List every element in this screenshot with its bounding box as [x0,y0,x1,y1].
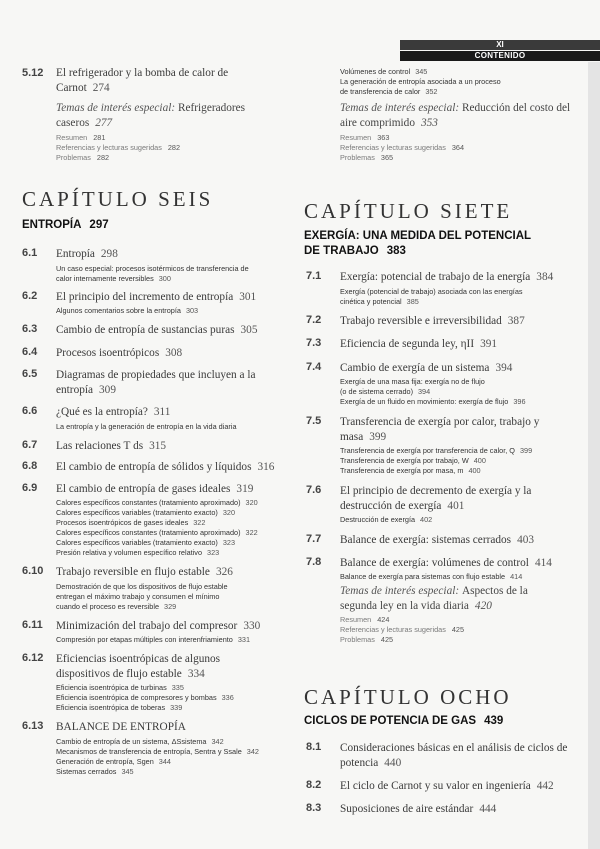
line-page: 424 [377,615,390,624]
entry-title-row [56,565,276,580]
entry-title-row [56,720,276,735]
entry-title-row [340,314,565,329]
end-matter-item[interactable] [340,153,578,163]
subsection-item[interactable] [56,602,284,612]
line-text: Referencias y lecturas sugeridas [340,625,446,634]
line-page: 400 [468,466,481,475]
toc-entry[interactable] [22,720,284,777]
subsection-item[interactable] [56,422,284,432]
subsection-item[interactable] [56,635,284,645]
entry-page: 274 [92,81,110,94]
topics-label: Temas de interés especial: [56,102,176,114]
entry-page: 308 [165,346,183,359]
entry-page: 316 [257,461,275,473]
topics-label: Temas de interés especial: [340,585,460,597]
entry-number: 5.12 [22,67,44,79]
subsection-item[interactable] [56,538,284,548]
subsection-item[interactable] [56,582,284,592]
line-text: Transferencia de exergía por masa, m [340,466,464,475]
topics-page: 277 [95,116,113,129]
chapter-title-line-1: EXERGÍA: UNA MEDIDA DEL POTENCIAL [304,230,532,242]
line-page: 345 [121,766,134,776]
toc-entry[interactable] [22,247,284,284]
entry-title-row [340,779,575,794]
entry-number: 6.2 [22,289,38,302]
entry-title-row [56,439,276,454]
chapter-title-text: CICLOS DE POTENCIA DE GAS [304,715,477,727]
line-text: (o de sistema cerrado) [340,387,413,396]
entry-number: 7.7 [306,533,322,545]
entry-number: 7.6 [306,484,322,496]
line-text: Eficiencia isoentrópica de toberas [56,703,166,712]
chapter-page: 297 [89,219,109,231]
entry-page: 394 [495,361,513,374]
subsection-list [340,446,578,476]
entry-number: 6.3 [22,323,38,335]
subsection-list [56,264,284,284]
line-text: de transferencia de calor [340,87,421,96]
line-page: 323 [207,548,220,557]
entry-number: 7.3 [306,337,322,349]
entry-title: Procesos isoentrópicos [56,346,160,359]
entry-title: Transferencia de exergía por calor, trabajo y masa [340,416,540,443]
entry-page: 403 [517,534,535,546]
line-text: Sistemas cerrados [56,766,117,776]
subsection-item[interactable] [340,397,578,407]
entry-number: 8.1 [306,741,322,753]
entry-page: 401 [447,499,465,512]
subsection-list [56,683,284,713]
toc-entry[interactable] [22,368,284,397]
subsection-list [340,67,578,97]
line-page: 342 [246,746,259,756]
chapter-6-title [22,218,109,233]
subsection-item[interactable] [340,67,578,77]
chapter-title-text: ENTROPÍA [22,219,82,231]
entry-page: 387 [507,314,525,327]
topics-title: Refrigeradores caseros [56,102,246,129]
end-matter-item[interactable] [56,133,284,143]
subsection-item[interactable] [340,77,578,87]
entry-number: 7.4 [306,360,322,373]
line-text: La entropía y la generación de entropía en la vida diaria [56,421,237,431]
chapter-7-entries [306,270,578,645]
entry-title-row [56,368,276,397]
entry-title: El ciclo de Carnot y su valor en ingeniería [340,780,531,792]
topics-page: 420 [474,599,492,612]
entry-number: 6.7 [22,438,38,451]
line-page: 329 [164,601,177,611]
line-page: 300 [158,273,171,283]
line-page: 331 [237,635,251,644]
entry-page: 391 [480,338,498,350]
line-text: Problemas [340,153,375,162]
toc-entry[interactable] [306,314,578,329]
entry-title-row [340,556,565,571]
entry-number: 8.2 [306,779,322,791]
entry-title: Diagramas de propiedades que incluyen a la entropía [56,369,256,396]
toc-entry[interactable] [306,802,578,817]
line-page: 322 [193,518,206,527]
end-matter-item[interactable] [56,153,284,163]
end-matter-list [56,133,284,163]
line-text: Presión relativa y volumen específico relativo [56,548,203,557]
entry-number: 6.5 [22,368,38,380]
subsection-item[interactable] [56,264,284,274]
subsection-item[interactable] [340,287,578,297]
end-matter-item[interactable] [56,143,284,153]
entry-title-row [56,482,276,497]
toc-entry[interactable] [306,361,578,408]
page-number: XI [400,40,600,50]
line-text: Resumen [340,615,372,624]
entry-number: 6.4 [22,345,38,358]
section-label: CONTENIDO [400,51,600,61]
entry-number: 6.12 [22,652,44,664]
subsection-item[interactable] [340,377,578,387]
entry-number: 6.9 [22,481,38,494]
subsection-list [340,287,578,307]
line-page: 394 [418,387,431,396]
line-text: Generación de entropía, Sgen [56,756,154,766]
toc-entry[interactable] [22,460,284,475]
chapter-page: 439 [484,715,504,727]
chapter-7-heading: CAPÍTULO SIETE [304,199,513,223]
subsection-item[interactable] [56,528,284,538]
chapter-7-title [304,229,531,259]
entry-page: 330 [243,619,261,632]
line-page: 336 [221,693,234,702]
line-page: 322 [245,528,258,537]
entry-title: ¿Qué es la entropía? [56,406,148,418]
subsection-list [56,737,284,777]
line-text: Resumen [340,133,372,142]
line-text: Problemas [340,635,375,644]
chapter-8-heading: CAPÍTULO OCHO [304,685,512,709]
end-matter-item[interactable] [340,143,578,153]
entry-number: 7.5 [306,415,322,427]
line-text: Cambio de entropía de un sistema, ΔSsistema [56,736,207,746]
toc-entry[interactable] [22,619,284,646]
subsection-item[interactable] [340,515,578,525]
chapter-title-line-2: DE TRABAJO [304,245,379,257]
entry-number: 6.10 [22,565,44,577]
toc-entry[interactable] [306,779,578,794]
entry-page: 319 [236,482,254,495]
line-page: 365 [380,153,394,162]
subsection-list [340,515,578,525]
line-text: Demostración de que los dispositivos de flujo estable [56,581,228,591]
entry-number: 6.13 [22,720,44,732]
toc-entry[interactable] [22,439,284,454]
line-text: Calores específicos constantes (tratamiento aproximado) [56,498,241,507]
subsection-item[interactable] [56,306,284,316]
line-text: Referencias y lecturas sugeridas [340,143,446,152]
entry-title: Eficiencias isoentrópicas de algunos dispositivos de flujo estable [56,653,221,680]
entry-title: El refrigerador y la bomba de calor de Carnot [56,67,229,94]
toc-entry[interactable] [306,556,578,583]
entry-number: 7.2 [306,313,322,326]
entry-title-row [56,290,276,305]
end-matter-item[interactable] [340,615,578,625]
entry-number: 7.1 [306,270,322,282]
topics-label: Temas de interés especial: [340,102,460,114]
entry-page: 334 [187,667,205,680]
toc-entry[interactable] [306,484,578,525]
entry-title-row [340,415,565,444]
toc-entry[interactable] [22,323,284,338]
line-text: Procesos isoentrópicos de gases ideales [56,518,189,527]
end-matter-item[interactable] [340,133,578,143]
entry-title: El cambio de entropía de gases ideales [56,482,231,495]
toc-entry[interactable] [22,482,284,559]
subsection-item[interactable] [340,572,578,582]
entry-title-row [56,323,276,338]
entry-title: Entropía [56,248,95,260]
line-text: Balance de exergía para sistemas con flujo estable [340,572,506,581]
entry-page: 440 [384,756,402,769]
entry-title-row [340,533,565,548]
line-page: 323 [222,538,236,547]
line-page: 363 [377,133,390,142]
entry-title-row [56,405,276,420]
line-page: 320 [222,508,236,517]
entry-title-row [340,484,565,513]
entry-title: Consideraciones básicas en el análisis de ciclos de potencia [340,742,568,769]
subsection-item[interactable] [56,498,284,508]
entry-number: 6.11 [22,618,43,631]
subsection-list [340,572,578,582]
toc-entry[interactable] [22,346,284,361]
entry-title: Trabajo reversible en flujo estable [56,566,210,578]
subsection-item[interactable] [56,592,284,602]
running-header [400,40,600,61]
page-gutter [588,62,600,849]
subsection-item[interactable] [56,747,284,757]
entry-number: 6.8 [22,460,38,472]
line-page: 303 [185,306,199,315]
toc-entry[interactable] [306,337,578,352]
subsection-list [56,306,284,316]
subsection-item[interactable] [56,703,284,713]
subsection-list [340,377,578,407]
entry-number: 6.6 [22,405,38,417]
subsection-item[interactable] [340,446,578,456]
line-page: 385 [406,296,419,306]
line-text: Eficiencia isoentrópica de compresores y bombas [56,693,217,702]
entry-page: 444 [479,802,497,815]
line-text: Destrucción de exergía [340,515,416,524]
line-page: 352 [425,87,438,96]
entry-title: Minimización del trabajo del compresor [56,619,238,632]
line-text: Calores específicos constantes (tratamiento aproximado) [56,528,241,537]
line-page: 342 [211,736,224,746]
entry-title: Trabajo reversible e irreversibilidad [340,314,502,327]
line-text: cinética y potencial [340,296,402,306]
chapter-page: 383 [386,245,406,257]
subsection-list [56,635,284,645]
entry-title-row [340,741,575,770]
line-text: entregan el máximo trabajo y consumen el mínimo [56,591,220,601]
entry-page: 298 [100,248,118,260]
topics-page: 353 [420,116,438,129]
chapter-8-entries [306,741,578,816]
entry-title: Eficiencia de segunda ley, ηII [340,338,475,350]
line-page: 399 [519,446,533,455]
line-text: Exergía de una masa fija: exergía no de flujo [340,377,485,386]
line-page: 335 [171,683,184,692]
entry-title-row [340,337,565,352]
entry-title: Las relaciones T ds [56,439,144,452]
end-matter-item[interactable] [340,635,578,645]
entry-page: 326 [215,566,233,578]
entry-title: Exergía: potencial de trabajo de la energía [340,271,531,283]
line-text: Volúmenes de control [340,67,411,76]
subsection-list [56,582,284,612]
entry-title-row [56,652,276,681]
subsection-item[interactable] [340,456,578,466]
line-page: 396 [513,397,526,406]
line-text: Compresión por etapas múltiples con interenfriamiento [56,635,233,644]
subsection-item[interactable] [56,737,284,747]
toc-entry[interactable] [22,405,284,432]
entry-title-row [56,460,276,475]
subsection-list [56,498,284,558]
line-page: 414 [510,572,523,581]
subsection-item[interactable] [56,757,284,767]
end-matter-list [340,615,578,645]
end-matter-list [340,133,578,163]
subsection-item[interactable] [340,387,578,397]
end-matter-item[interactable] [340,625,578,635]
chapter-8-title [304,714,503,729]
line-text: Algunos comentarios sobre la entropía [56,306,181,315]
entry-page: 301 [239,290,257,303]
line-text: Exergía de un fluido en movimiento: exergía de flujo [340,397,509,406]
toc-entry[interactable] [306,741,578,770]
line-text: Mecanismos de transferencia de entropía, Sentra y Ssale [56,746,242,756]
entry-page: 442 [536,780,554,792]
line-page: 345 [415,67,428,76]
entry-title-row [56,247,276,262]
line-page: 364 [451,143,465,152]
line-page: 402 [420,515,433,524]
entry-page: 309 [99,383,116,396]
subsection-item[interactable] [340,297,578,307]
line-page: 282 [167,143,181,152]
toc-entry[interactable] [306,270,578,307]
subsection-item[interactable] [56,683,284,693]
subsection-item[interactable] [56,274,284,284]
entry-page: 315 [149,439,167,452]
line-text: Un caso especial: procesos isotérmicos de transferencia de [56,263,249,273]
entry-title: Suposiciones de aire estándar [340,802,474,815]
entry-page: 399 [369,430,387,443]
entry-title-row [340,361,565,376]
entry-page: 414 [534,556,552,569]
subsection-item[interactable] [340,87,578,97]
line-text: Problemas [56,153,91,162]
line-text: Transferencia de exergía por transferencia de calor, Q [340,446,515,455]
line-text: Resumen [56,133,88,142]
line-text: calor internamente reversibles [56,273,154,283]
right-top-block [306,67,578,163]
entry-title: El cambio de entropía de sólidos y líquidos [56,461,252,473]
line-page: 282 [96,153,110,162]
subsection-item[interactable] [56,508,284,518]
entry-title-row [56,619,276,634]
line-page: 400 [473,456,486,465]
entry-title: Balance de exergía: volúmenes de control [340,556,529,569]
toc-entry[interactable] [22,66,284,163]
entry-title: El principio del incremento de entropía [56,290,234,303]
special-topics[interactable] [340,584,565,613]
topics-title: Reducción del costo del aire comprimido [340,102,571,129]
subsection-item[interactable] [56,518,284,528]
entry-title: BALANCE DE ENTROPÍA [56,721,186,733]
line-text: Calores específicos variables (tratamiento exacto) [56,538,218,547]
topics-title: Aspectos de la segunda ley en la vida diaria [340,585,528,612]
toc-entry[interactable] [306,415,578,476]
subsection-item[interactable] [56,548,284,558]
toc-entry[interactable] [22,652,284,713]
left-top-block [22,66,284,163]
chapter-6-entries [22,247,284,777]
line-text: Referencias y lecturas sugeridas [56,143,162,152]
line-text: Exergía (potencial de trabajo) asociada con las energías [340,286,523,296]
toc-entry[interactable] [22,290,284,317]
chapter-6-heading: CAPÍTULO SEIS [22,187,214,211]
line-page: 425 [380,635,394,644]
entry-page: 305 [240,324,258,336]
entry-title: Balance de exergía: sistemas cerrados [340,534,512,546]
toc-entry[interactable] [22,565,284,612]
entry-title: Cambio de exergía de un sistema [340,361,490,374]
entry-page: 311 [153,406,171,418]
entry-number: 6.1 [22,247,38,259]
line-text: cuando el proceso es reversible [56,601,160,611]
line-text: Eficiencia isoentrópica de turbinas [56,683,167,692]
entry-title-row [340,802,575,817]
subsection-item[interactable] [56,767,284,777]
line-text: Transferencia de exergía por trabajo, W [340,456,469,465]
line-page: 344 [158,756,171,766]
subsection-list [56,422,284,432]
toc-entry[interactable] [306,533,578,548]
subsection-item[interactable] [56,693,284,703]
line-page: 425 [451,625,465,634]
entry-page: 384 [536,271,554,283]
entry-title: Cambio de entropía de sustancias puras [56,324,235,336]
entry-number: 8.3 [306,801,322,814]
line-page: 281 [93,133,106,142]
entry-number: 7.8 [306,555,322,568]
line-page: 320 [245,498,258,507]
subsection-item[interactable] [340,466,578,476]
line-text: La generación de entropía asociada a un proceso [340,77,501,86]
chapter-7-end-matter [306,584,578,645]
line-page: 339 [170,703,183,712]
line-text: Calores específicos variables (tratamiento exacto) [56,508,218,517]
entry-title: El principio de decremento de exergía y la destrucción de exergía [340,485,532,512]
entry-title-row [340,270,565,285]
entry-title-row [56,346,276,361]
